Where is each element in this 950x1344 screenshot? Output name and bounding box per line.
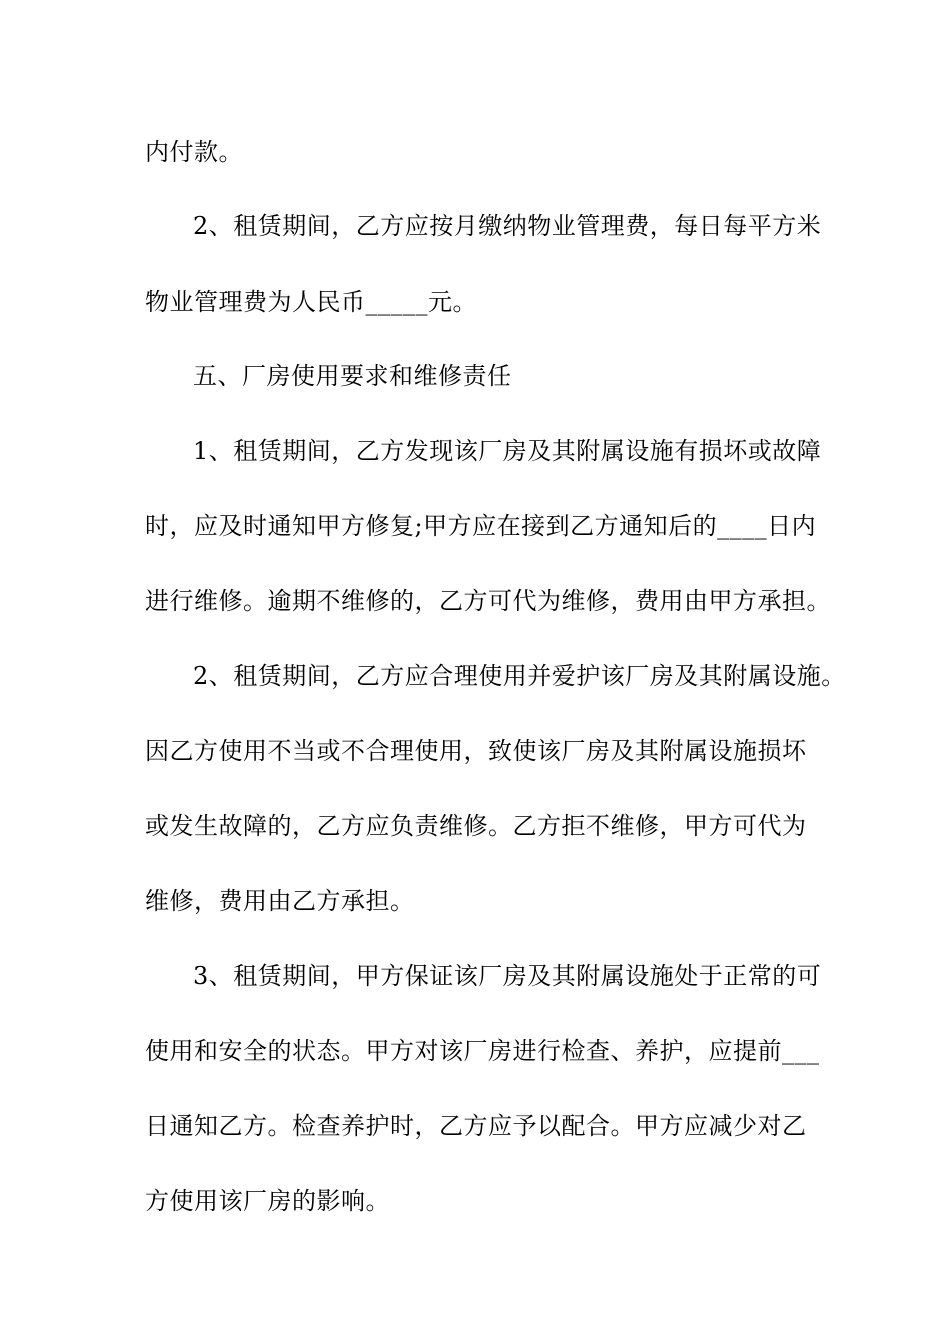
text-line: 物业管理费为人民币_____元。 bbox=[145, 288, 477, 316]
text-line: 使用和安全的状态。甲方对该厂房进行检查、养护，应提前___ bbox=[145, 1037, 820, 1065]
paragraph-line: 2、租赁期间，乙方应按月缴纳物业管理费，每日每平方米 bbox=[193, 212, 822, 240]
paragraph-line: 3、租赁期间，甲方保证该厂房及其附属设施处于正常的可 bbox=[193, 962, 822, 990]
text-line: 方使用该厂房的影响。 bbox=[145, 1187, 390, 1215]
text-line: 维修，费用由乙方承担。 bbox=[145, 887, 415, 915]
text-line: 日通知乙方。检查养护时，乙方应予以配合。甲方应减少对乙 bbox=[145, 1112, 807, 1140]
text-line: 因乙方使用不当或不合理使用，致使该厂房及其附属设施损坏 bbox=[145, 737, 807, 765]
section-heading: 五、厂房使用要求和维修责任 bbox=[193, 362, 512, 390]
text-line: 或发生故障的，乙方应负责维修。乙方拒不维修，甲方可代为 bbox=[145, 812, 807, 840]
paragraph-line: 1、租赁期间，乙方发现该厂房及其附属设施有损坏或故障 bbox=[193, 437, 822, 465]
text-line: 内付款。 bbox=[145, 138, 243, 166]
text-line: 时，应及时通知甲方修复;甲方应在接到乙方通知后的____日内 bbox=[145, 512, 817, 540]
paragraph-line: 2、租赁期间，乙方应合理使用并爱护该厂房及其附属设施。 bbox=[193, 662, 846, 690]
text-line: 进行维修。逾期不维修的，乙方可代为维修，费用由甲方承担。 bbox=[145, 587, 831, 615]
